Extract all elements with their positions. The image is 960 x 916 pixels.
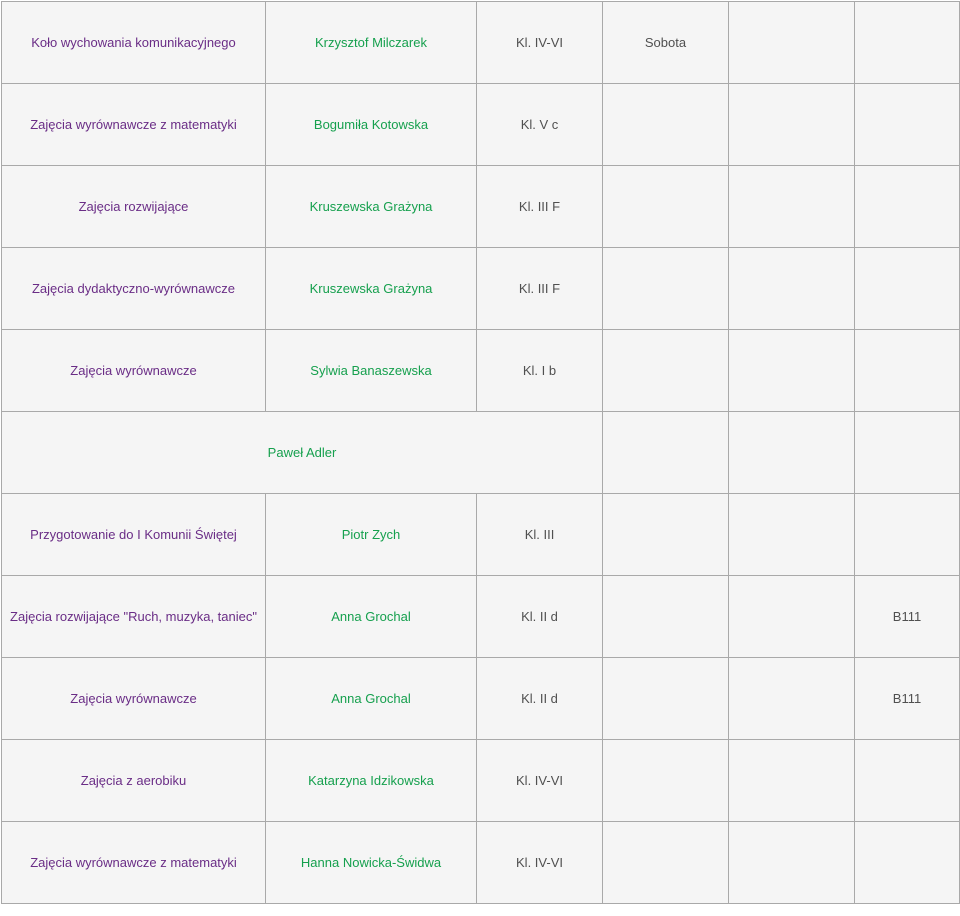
activity-cell: Zajęcia z aerobiku xyxy=(2,740,266,822)
room-cell xyxy=(855,2,960,84)
activity-cell: Zajęcia rozwijające xyxy=(2,166,266,248)
activity-cell: Zajęcia dydaktyczno-wyrównawcze xyxy=(2,248,266,330)
day-cell xyxy=(603,494,729,576)
class-cell: Kl. II d xyxy=(477,576,603,658)
activity-cell: Zajęcia wyrównawcze xyxy=(2,330,266,412)
room-cell xyxy=(855,166,960,248)
class-cell: Kl. II d xyxy=(477,658,603,740)
table-row xyxy=(2,412,960,494)
room-cell: B111 xyxy=(855,576,960,658)
teacher-cell: Kruszewska Grażyna xyxy=(266,248,477,330)
table-row xyxy=(2,2,960,84)
day-cell xyxy=(603,658,729,740)
room-cell xyxy=(855,84,960,166)
table-row xyxy=(2,494,960,576)
teacher-cell: Hanna Nowicka-Świdwa xyxy=(266,822,477,904)
empty-cell xyxy=(729,84,855,166)
empty-cell xyxy=(729,412,855,494)
table-row xyxy=(2,658,960,740)
class-cell: Kl. III F xyxy=(477,248,603,330)
teacher-cell: Krzysztof Milczarek xyxy=(266,2,477,84)
day-cell xyxy=(603,248,729,330)
empty-cell xyxy=(729,248,855,330)
room-cell xyxy=(855,412,960,494)
table-row xyxy=(2,740,960,822)
activity-cell: Zajęcia wyrównawcze z matematyki xyxy=(2,84,266,166)
day-cell xyxy=(603,84,729,166)
teacher-cell-merged: Paweł Adler xyxy=(2,412,603,494)
day-cell xyxy=(603,330,729,412)
class-cell: Kl. III F xyxy=(477,166,603,248)
empty-cell xyxy=(729,658,855,740)
teacher-cell: Sylwia Banaszewska xyxy=(266,330,477,412)
class-cell: Kl. IV-VI xyxy=(477,822,603,904)
room-cell xyxy=(855,740,960,822)
teacher-cell: Katarzyna Idzikowska xyxy=(266,740,477,822)
class-cell: Kl. V c xyxy=(477,84,603,166)
empty-cell xyxy=(729,166,855,248)
teacher-cell: Bogumiła Kotowska xyxy=(266,84,477,166)
table-row xyxy=(2,166,960,248)
room-cell: B111 xyxy=(855,658,960,740)
table-row xyxy=(2,576,960,658)
empty-cell xyxy=(729,330,855,412)
schedule-table xyxy=(1,1,960,904)
table-row xyxy=(2,84,960,166)
teacher-cell: Anna Grochal xyxy=(266,576,477,658)
teacher-cell: Kruszewska Grażyna xyxy=(266,166,477,248)
teacher-cell: Piotr Zych xyxy=(266,494,477,576)
table-row xyxy=(2,330,960,412)
day-cell xyxy=(603,412,729,494)
class-cell: Kl. IV-VI xyxy=(477,2,603,84)
room-cell xyxy=(855,822,960,904)
empty-cell xyxy=(729,576,855,658)
class-cell: Kl. III xyxy=(477,494,603,576)
room-cell xyxy=(855,494,960,576)
class-cell: Kl. IV-VI xyxy=(477,740,603,822)
activity-cell: Zajęcia wyrównawcze xyxy=(2,658,266,740)
teacher-cell: Anna Grochal xyxy=(266,658,477,740)
class-cell: Kl. I b xyxy=(477,330,603,412)
day-cell xyxy=(603,740,729,822)
day-cell: Sobota xyxy=(603,2,729,84)
table-row xyxy=(2,248,960,330)
room-cell xyxy=(855,330,960,412)
day-cell xyxy=(603,822,729,904)
empty-cell xyxy=(729,494,855,576)
activity-cell: Koło wychowania komunikacyjnego xyxy=(2,2,266,84)
activity-cell: Przygotowanie do I Komunii Świętej xyxy=(2,494,266,576)
day-cell xyxy=(603,576,729,658)
day-cell xyxy=(603,166,729,248)
table-row xyxy=(2,822,960,904)
room-cell xyxy=(855,248,960,330)
activity-cell: Zajęcia rozwijające "Ruch, muzyka, taniec" xyxy=(2,576,266,658)
empty-cell xyxy=(729,740,855,822)
activity-cell: Zajęcia wyrównawcze z matematyki xyxy=(2,822,266,904)
empty-cell xyxy=(729,822,855,904)
empty-cell xyxy=(729,2,855,84)
